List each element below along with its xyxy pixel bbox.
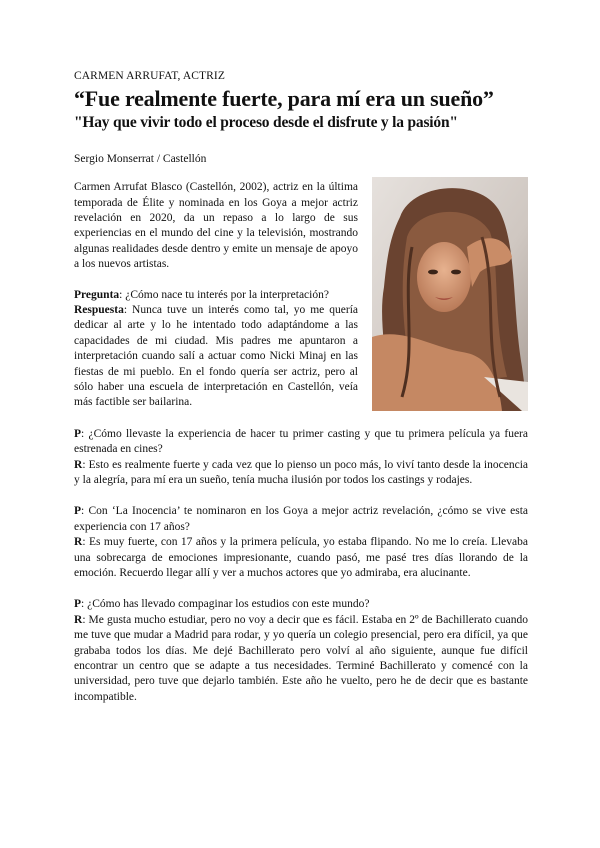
question-text: : ¿Cómo llevaste la experiencia de hacer tu primer casting y que tu primera película ya fuera estrenada en cines?: [74, 427, 528, 456]
qa-block: [74, 427, 528, 489]
question-label: P: [74, 505, 82, 518]
answer-label: R: [74, 458, 83, 471]
intro-section: [74, 180, 528, 411]
answer-label: R: [74, 613, 83, 626]
headline: “Fue realmente fuerte, para mí era un sueño”: [74, 86, 494, 111]
subheadline: "Hay que vivir todo el proceso desde el disfrute y la pasión": [74, 114, 458, 132]
answer-text: : Nunca tuve un interés como tal, yo me quería dedicar al arte y lo he intentado todo adaptándome a las capacidades de mi ciudad. Mis padres me apuntaron a interpretación cuando salí a actuar como Nicki Minaj en las fiestas de mi pueblo. En el fondo quería ser actriz, pero al sólo haber una escuela de interpretación en Castellón, veía más factible ser bailarina.: [74, 303, 358, 409]
intro-paragraph: Carmen Arrufat Blasco (Castellón, 2002), actriz en la última temporada de Élite y nominada en los Goya a mejor actriz revelación en 2020, da un repaso a lo largo de sus experiencias en el mundo del cine y la televisión, mostrando algunas realidades desde dentro y emite un mensaje de apoyo a los nuevos artistas.: [74, 181, 358, 271]
question-text: : ¿Cómo has llevado compaginar los estudios con este mundo?: [81, 598, 370, 611]
article: [74, 70, 528, 721]
portrait-illustration: [372, 177, 528, 411]
portrait-photo: [372, 177, 528, 411]
answer-label: Respuesta: [74, 303, 124, 316]
answer-text: : Me gusta mucho estudiar, pero no voy a decir que es fácil. Estaba en 2º de Bachillerato cuando me tuve que mudar a Madrid para rodar, y yo quería un colegio presencial, pero era difícil, ya que grababa todos los días. Me dejé Bachillerato pero volví al año siguiente, aunque fue difícil encontrar un centro que se adapte a tus necesidades. Terminé Bachillerato y comencé con la universidad, pero tuve que dejarlo también. Este año he vuelto, pero he de decir que es bastante incompatible.: [74, 613, 528, 703]
answer-text: : Es muy fuerte, con 17 años y la primera película, yo estaba flipando. No me lo creía. Llevaba una sobrecarga de emociones impresionante, cuando pasó, me pasé tres días llorando de la emoción. Recuerdo llegar allí y ver a muchos actores que yo admiraba, era alucinante.: [74, 536, 528, 580]
question-label: P: [74, 427, 82, 440]
question-text: : Con ‘La Inocencia’ te nominaron en los Goya a mejor actriz revelación, ¿cómo se vive esta experiencia con 17 años?: [74, 505, 528, 533]
qa-block: [74, 288, 358, 411]
question-label: P: [74, 598, 82, 611]
byline: Sergio Monserrat / Castellón: [74, 153, 207, 166]
left-column: [74, 180, 358, 411]
qa-block: [74, 504, 528, 581]
question-text: : ¿Cómo nace tu interés por la interpretación?: [119, 288, 329, 301]
answer-label: R: [74, 536, 83, 549]
qa-block: [74, 597, 528, 705]
question-label: Pregunta: [74, 288, 120, 301]
answer-text: : Esto es realmente fuerte y cada vez que lo pienso un poco más, lo viví tanto desde la inocencia y la alegría, para mí era un sueño, tenía mucha ilusión por todos los castings y rodajes.: [74, 458, 528, 487]
kicker: CARMEN ARRUFAT, ACTRIZ: [74, 70, 225, 82]
